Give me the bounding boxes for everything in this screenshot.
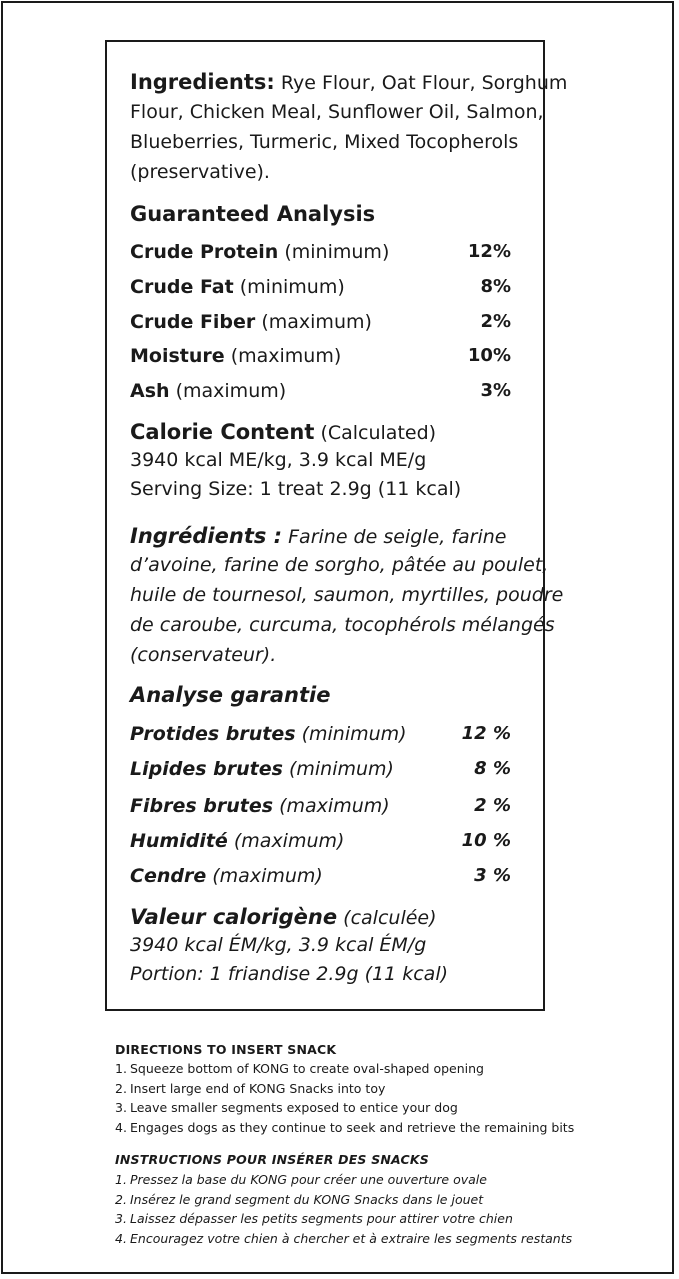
step-text: Insert large end of KONG Snacks into toy — [130, 1080, 386, 1096]
step-number-fr: 2. — [115, 1191, 127, 1207]
analysis-value-fr: 3 % — [474, 865, 511, 886]
analysis-value: 10% — [467, 345, 511, 366]
analysis-row — [130, 272, 345, 302]
ingredients-text-fr: de caroube, curcuma, tocophérols mélangés — [130, 614, 555, 636]
step-number: 1. — [115, 1061, 127, 1076]
calorie-qualifier-fr: (calculée) — [343, 907, 437, 929]
direction-step — [115, 1118, 574, 1138]
directions-title: DIRECTIONS TO INSERT SNACK — [115, 1042, 337, 1057]
analysis-name: Ash — [130, 380, 170, 402]
analysis-row — [130, 237, 389, 267]
ingredients-text: Rye Flour, Oat Flour, Sorghum — [280, 72, 568, 94]
analysis-name-fr: Humidité — [130, 830, 228, 852]
analysis-value-fr: 12 % — [461, 723, 511, 744]
serving-size: Serving Size: 1 treat 2.9g (11 kcal) — [130, 478, 462, 500]
calorie-heading-fr — [130, 902, 437, 933]
serving-size-fr: Portion: 1 friandise 2.9g (11 kcal) — [130, 963, 449, 985]
analysis-qualifier-fr: (minimum) — [288, 758, 394, 780]
direction-step-fr — [115, 1209, 572, 1229]
analysis-qualifier: (maximum) — [175, 380, 287, 402]
step-text-fr: Pressez la base du KONG pour créer une ouverture ovale — [130, 1172, 487, 1187]
analysis-row — [130, 341, 341, 371]
step-number: 2. — [115, 1080, 127, 1096]
analysis-qualifier: (minimum) — [239, 276, 345, 298]
analysis-qualifier-fr: (minimum) — [301, 723, 407, 745]
calorie-value-fr: 3940 kcal ÉM/kg, 3.9 kcal ÉM/g — [130, 934, 427, 956]
analysis-value: 2% — [480, 311, 511, 332]
analysis-name: Crude Fiber — [130, 311, 256, 333]
analysis-qualifier-fr: (maximum) — [212, 865, 323, 887]
analysis-row-fr — [130, 861, 323, 891]
step-text-fr: Encouragez votre chien à chercher et à extraire les segments restants — [130, 1230, 573, 1246]
calorie-heading — [130, 417, 436, 448]
direction-step-fr — [115, 1229, 572, 1249]
step-text: Leave smaller segments exposed to entice your dog — [130, 1100, 458, 1115]
analysis-row-fr — [130, 719, 407, 749]
analysis-name-fr: Fibres brutes — [130, 795, 274, 817]
analysis-name: Moisture — [130, 345, 225, 367]
ingredients-text-fr: Farine de seigle, farine — [288, 526, 507, 548]
analysis-value-fr: 8 % — [474, 758, 511, 779]
analysis-name: Crude Fat — [130, 276, 234, 298]
step-number-fr: 3. — [115, 1211, 127, 1226]
step-number: 3. — [115, 1100, 127, 1115]
ingredients-text: (preservative). — [130, 161, 270, 183]
analysis-title: Guaranteed Analysis — [130, 202, 376, 226]
ingredients-text-fr: (conservateur). — [130, 644, 277, 666]
analysis-qualifier: (maximum) — [261, 311, 372, 333]
direction-step-fr — [115, 1190, 572, 1210]
directions-title-fr: INSTRUCTIONS POUR INSÉRER DES SNACKS — [115, 1152, 430, 1167]
analysis-value: 12% — [467, 241, 511, 262]
ingredients-line-fr — [130, 521, 506, 552]
direction-step — [115, 1098, 574, 1118]
analysis-name-fr: Lipides brutes — [130, 758, 283, 780]
analysis-qualifier-fr: (maximum) — [279, 795, 390, 817]
step-number-fr: 1. — [115, 1172, 127, 1187]
direction-step — [115, 1079, 574, 1099]
calorie-label-fr: Valeur calorigène — [130, 905, 338, 929]
analysis-value: 8% — [480, 276, 511, 297]
ingredients-line — [130, 67, 567, 98]
step-number-fr: 4. — [115, 1230, 127, 1246]
calorie-label: Calorie Content — [130, 420, 315, 444]
analysis-name-fr: Cendre — [130, 865, 207, 887]
analysis-value: 3% — [480, 380, 511, 401]
ingredients-text-fr: huile de tournesol, saumon, myrtilles, poudre — [130, 584, 564, 606]
step-text-fr: Insérez le grand segment du KONG Snacks dans le jouet — [130, 1191, 484, 1207]
ingredients-text-fr: d’avoine, farine de sorgho, pâtée au poulet, — [130, 554, 549, 576]
directions-list-fr — [115, 1170, 572, 1248]
step-number: 4. — [115, 1119, 127, 1135]
analysis-row-fr — [130, 826, 344, 856]
direction-step — [115, 1059, 574, 1079]
analysis-qualifier: (minimum) — [284, 241, 390, 263]
analysis-qualifier-fr: (maximum) — [233, 830, 345, 852]
ingredients-label-fr: Ingrédients : — [130, 524, 283, 548]
nutrition-panel — [105, 40, 568, 1011]
ingredients-label: Ingredients: — [130, 70, 275, 94]
analysis-title-fr: Analyse garantie — [130, 683, 331, 707]
analysis-qualifier: (maximum) — [230, 345, 342, 367]
analysis-value-fr: 10 % — [461, 830, 511, 851]
analysis-row-fr — [130, 791, 390, 821]
step-text: Squeeze bottom of KONG to create oval-shaped opening — [130, 1061, 484, 1076]
analysis-value-fr: 2 % — [474, 795, 511, 816]
ingredients-text: Flour, Chicken Meal, Sunflower Oil, Salmon, — [130, 101, 544, 123]
analysis-row-fr — [130, 754, 394, 784]
directions-list — [115, 1059, 574, 1137]
calorie-qualifier: (Calculated) — [320, 422, 437, 444]
analysis-row — [130, 307, 372, 337]
direction-step-fr — [115, 1170, 572, 1190]
step-text: Engages dogs as they continue to seek and retrieve the remaining bits — [130, 1119, 575, 1135]
analysis-name-fr: Protides brutes — [130, 723, 296, 745]
analysis-row — [130, 376, 286, 406]
ingredients-text: Blueberries, Turmeric, Mixed Tocopherols — [130, 131, 519, 153]
analysis-name: Crude Protein — [130, 241, 279, 263]
calorie-value: 3940 kcal ME/kg, 3.9 kcal ME/g — [130, 449, 427, 471]
step-text-fr: Laissez dépasser les petits segments pour attirer votre chien — [130, 1211, 513, 1226]
